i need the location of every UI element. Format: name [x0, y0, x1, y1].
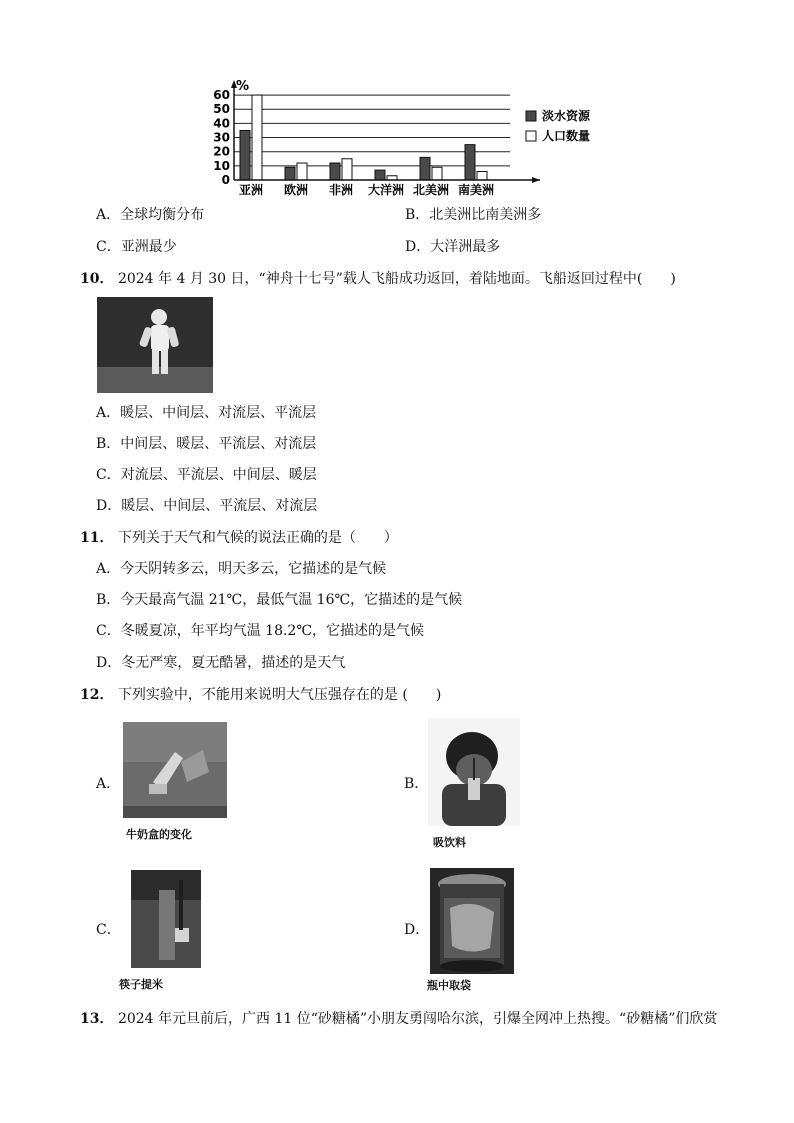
q9-option-d[interactable]: D．大洋洲最多 [405, 239, 501, 255]
q10-number: 10． [80, 271, 114, 287]
q9-option-c[interactable]: C．亚洲最少 [96, 239, 177, 255]
q12-option-c-letter[interactable]: C． [96, 922, 121, 938]
y-unit-label: % [236, 79, 250, 94]
x-tick-label: 欧洲 [283, 183, 309, 197]
q12-stem [80, 686, 441, 704]
astronaut-photo [97, 297, 213, 393]
x-tick-label: 南美洲 [457, 183, 495, 197]
bar-population [432, 167, 442, 180]
q12-option-c-caption: 筷子提米 [119, 978, 163, 991]
q10-option-c[interactable]: C．对流层、平流层、中间层、暖层 [96, 467, 317, 483]
y-tick-label: 10 [213, 158, 230, 173]
q11-option-c[interactable]: C．冬暖夏凉，年平均气温 18.2℃，它描述的是气候 [96, 623, 424, 639]
y-tick-label: 30 [213, 130, 230, 145]
bar-population [342, 159, 352, 180]
q10-option-b[interactable]: B．中间层、暖层、平流层、对流层 [96, 436, 317, 452]
bag-in-bottle-photo [430, 868, 514, 974]
x-tick-label: 非洲 [328, 183, 354, 197]
q13-number: 13． [80, 1011, 114, 1027]
legend-swatch [526, 111, 536, 121]
legend-label: 人口数量 [542, 129, 591, 143]
q13-stem [80, 1010, 717, 1028]
y-tick-label: 40 [213, 116, 230, 131]
x-tick-label: 大洋洲 [367, 183, 405, 197]
drinking-photo [428, 718, 520, 826]
y-tick-label: 50 [213, 102, 230, 117]
q9-option-b[interactable]: B．北美洲比南美洲多 [405, 207, 542, 223]
bar-population [252, 95, 262, 180]
q11-option-d[interactable]: D．冬无严寒，夏无酷暑，描述的是天气 [96, 655, 346, 671]
q9-option-a[interactable]: A．全球均衡分布 [96, 207, 205, 223]
q12-text: 下列实验中，不能用来说明大气压强存在的是 ( ) [117, 687, 442, 703]
x-tick-label: 北美洲 [412, 183, 450, 197]
q10-option-a[interactable]: A．暖层、中间层、对流层、平流层 [96, 405, 317, 421]
y-tick-label: 20 [213, 144, 230, 159]
q11-number: 11． [80, 530, 114, 546]
q12-option-a-letter[interactable]: A． [96, 776, 121, 792]
q12-option-b-letter[interactable]: B． [404, 776, 429, 792]
q10-text: 2024 年 4 月 30 日，“神舟十七号”载人飞船成功返回，着陆地面。飞船返回过程中( ) [117, 271, 676, 287]
freshwater-population-chart [200, 78, 620, 200]
bar-population [477, 172, 487, 180]
y-tick-label: 0 [221, 173, 230, 187]
bar-freshwater [240, 130, 250, 180]
q10-stem [80, 270, 676, 288]
q11-option-a[interactable]: A．今天阴转多云，明天多云，它描述的是气候 [96, 561, 387, 577]
q12-number: 12． [80, 687, 114, 703]
x-tick-label: 亚洲 [238, 183, 264, 197]
y-tick-label: 60 [213, 88, 230, 103]
legend-label: 淡水资源 [542, 109, 591, 123]
q10-option-d[interactable]: D．暖层、中间层、平流层、对流层 [96, 498, 318, 514]
q11-text: 下列关于天气和气候的说法正确的是（ ） [117, 530, 398, 546]
bar-freshwater [330, 163, 340, 180]
chart-legend [526, 108, 591, 143]
x-axis-arrow [532, 177, 540, 183]
bar-population [297, 163, 307, 180]
q12-option-b-caption: 吸饮料 [433, 836, 466, 849]
q11-option-b[interactable]: B．今天最高气温 21℃，最低气温 16℃，它描述的是气候 [96, 592, 463, 608]
q12-option-a-caption: 牛奶盒的变化 [126, 828, 192, 841]
bar-freshwater [285, 167, 295, 180]
q12-option-d-letter[interactable]: D． [404, 922, 430, 938]
q12-option-d-caption: 瓶中取袋 [427, 979, 471, 992]
legend-swatch [526, 131, 536, 141]
bar-freshwater [420, 157, 430, 180]
q13-text: 2024 年元旦前后，广西 11 位“砂糖橘”小朋友勇闯哈尔滨，引爆全网冲上热搜。“砂糖橘”们欣赏 [117, 1011, 718, 1027]
chopsticks-rice-photo [131, 870, 201, 968]
bar-freshwater [375, 170, 385, 180]
bar-freshwater [465, 145, 475, 180]
q11-stem [80, 529, 398, 547]
milk-carton-photo [123, 722, 227, 818]
